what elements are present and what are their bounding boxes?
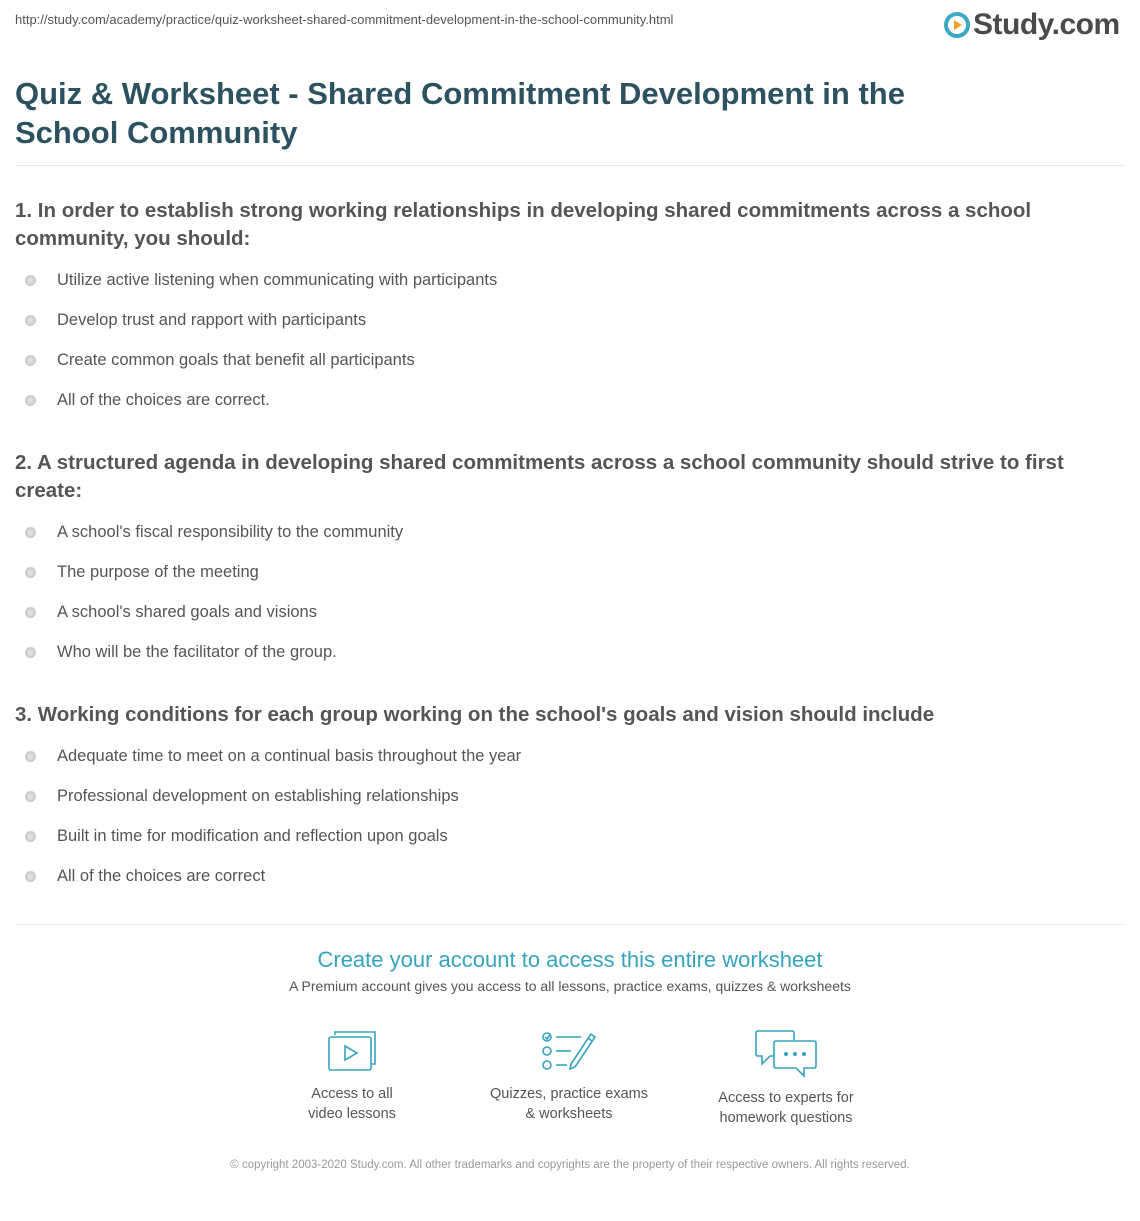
answer-option[interactable] <box>15 746 1115 786</box>
radio-icon[interactable] <box>25 355 36 366</box>
answer-label: Who will be the facilitator of the group. <box>57 643 337 661</box>
play-circle-icon <box>944 12 970 38</box>
feature-label: Access to experts for homework questions <box>718 1090 854 1126</box>
cta-subtitle: A Premium account gives you access to all lessons, practice exams, quizzes & worksheets <box>289 978 851 994</box>
feature-video-lessons <box>252 1030 452 1124</box>
answer-label: The purpose of the meeting <box>57 563 259 581</box>
feature-experts <box>686 1030 886 1128</box>
answer-list-3 <box>15 746 1115 906</box>
answer-list-2 <box>15 522 1115 682</box>
answer-option[interactable] <box>15 826 1115 866</box>
radio-icon[interactable] <box>25 315 36 326</box>
answer-label: Utilize active listening when communicating with participants <box>57 271 498 289</box>
answer-option[interactable] <box>15 522 1115 562</box>
feature-label: Access to all video lessons <box>308 1086 396 1122</box>
answer-label: Adequate time to meet on a continual basis throughout the year <box>57 747 522 765</box>
radio-icon[interactable] <box>25 791 36 802</box>
answer-label: Develop trust and rapport with participants <box>57 311 367 329</box>
radio-icon[interactable] <box>25 395 36 406</box>
answer-label: Built in time for modification and reflection upon goals <box>57 827 448 845</box>
answer-label: Create common goals that benefit all participants <box>57 351 415 369</box>
radio-icon[interactable] <box>25 647 36 658</box>
copyright-notice: © copyright 2003-2020 Study.com. All other trademarks and copyrights are the property of their respective owners. All rights reserved. <box>230 1159 910 1171</box>
answer-list-1 <box>15 270 1115 430</box>
study-logo[interactable] <box>944 6 1120 44</box>
question-1: 1. In order to establish strong working relationships in developing shared commitments across a school community, you should: <box>15 199 1032 250</box>
answer-option[interactable] <box>15 866 1115 906</box>
create-account-link[interactable]: Create your account to access this entire worksheet <box>317 947 823 972</box>
answer-option[interactable] <box>15 310 1115 350</box>
answer-option[interactable] <box>15 786 1115 826</box>
radio-icon[interactable] <box>25 567 36 578</box>
page-url: http://study.com/academy/practice/quiz-worksheet-shared-commitment-development-in-the-school-community.html <box>15 12 674 27</box>
page-title: Quiz & Worksheet - Shared Commitment Development in the School Community <box>15 76 905 150</box>
answer-option[interactable] <box>15 642 1115 682</box>
answer-label: Professional development on establishing relationships <box>57 787 459 805</box>
question-2: 2. A structured agenda in developing shared commitments across a school community should strive to first create: <box>15 451 1064 502</box>
answer-option[interactable] <box>15 562 1115 602</box>
answer-option[interactable] <box>15 350 1115 390</box>
radio-icon[interactable] <box>25 751 36 762</box>
radio-icon[interactable] <box>25 831 36 842</box>
chat-experts-icon <box>754 1030 818 1078</box>
question-3: 3. Working conditions for each group working on the school's goals and vision should include <box>15 703 935 726</box>
answer-option[interactable] <box>15 390 1115 430</box>
radio-icon[interactable] <box>25 527 36 538</box>
feature-label: Quizzes, practice exams & worksheets <box>490 1086 648 1122</box>
radio-icon[interactable] <box>25 871 36 882</box>
answer-label: All of the choices are correct. <box>57 391 270 409</box>
answer-label: A school's shared goals and visions <box>57 603 317 621</box>
answer-option[interactable] <box>15 602 1115 642</box>
radio-icon[interactable] <box>25 607 36 618</box>
divider <box>15 165 1125 166</box>
answer-label: A school's fiscal responsibility to the community <box>57 523 404 541</box>
radio-icon[interactable] <box>25 275 36 286</box>
divider <box>15 924 1125 925</box>
answer-label: All of the choices are correct <box>57 867 266 885</box>
video-lessons-icon <box>326 1030 378 1074</box>
feature-quizzes <box>469 1030 669 1124</box>
logo-wordmark: Study.com <box>973 8 1120 41</box>
answer-option[interactable] <box>15 270 1115 310</box>
quiz-checklist-icon <box>541 1030 597 1074</box>
